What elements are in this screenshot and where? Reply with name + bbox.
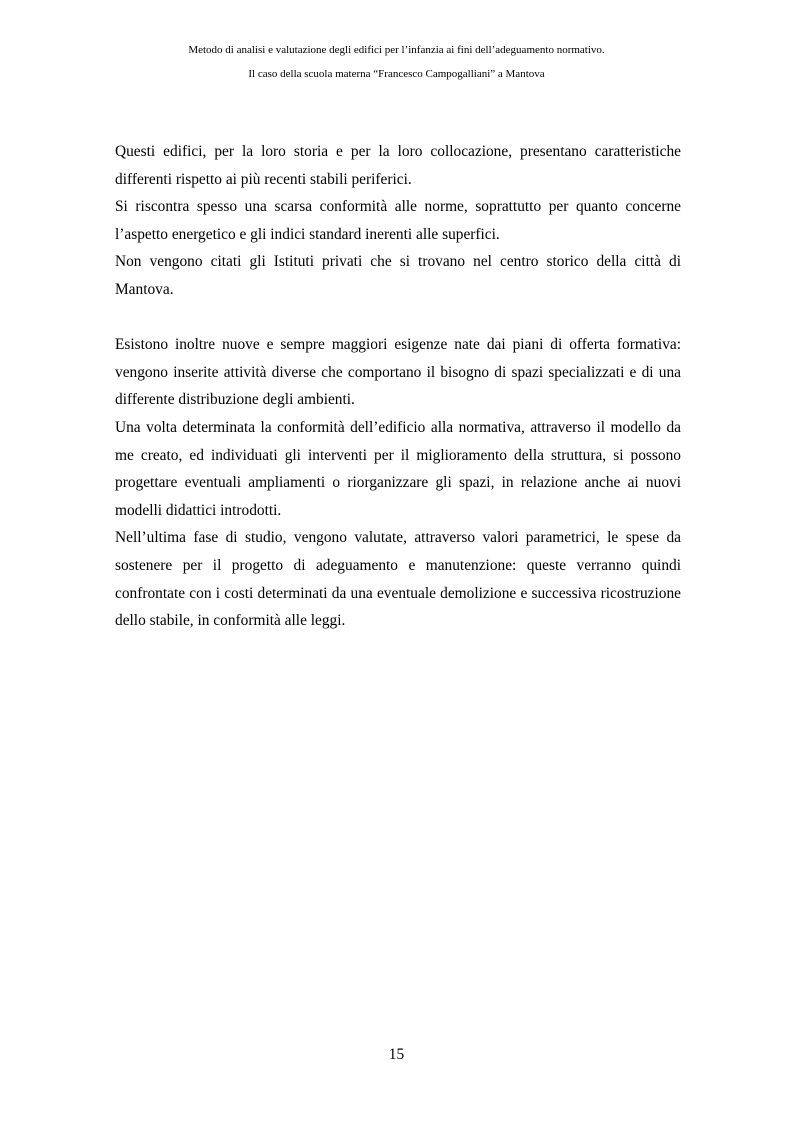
paragraph: Una volta determinata la conformità dell’edificio alla normativa, attraverso il modello da me creato, ed individuati gli interventi per il miglioramento della struttura, si possono progettare eventuali ampliamenti o riorganizzare gli spazi, in relazione anche ai nuovi modelli didattici introdotti. <box>115 418 681 519</box>
body-text <box>115 138 681 635</box>
page-number: 15 <box>388 1046 405 1063</box>
header-line-title: Metodo di analisi e valutazione degli edifici per l’infanzia ai fini dell’adeguamento normativo. <box>188 44 605 56</box>
header-line-subtitle: Il caso della scuola materna “Francesco Campogalliani” a Mantova <box>248 68 545 80</box>
paragraph: Si riscontra spesso una scarsa conformità alle norme, soprattutto per quanto concerne l’aspetto energetico e gli indici standard inerenti alle superfici. <box>115 198 681 243</box>
paragraph: Nell’ultima fase di studio, vengono valutate, attraverso valori parametrici, le spese da sostenere per il progetto di adeguamento e manutenzione: queste verranno quindi confrontate con i costi determinati da una eventuale demolizione e successiva ricostruzione dello stabile, in conformità alle leggi. <box>115 529 681 630</box>
paragraph: Non vengono citati gli Istituti privati che si trovano nel centro storico della città di Mantova. <box>115 253 681 298</box>
paragraph-spacer <box>115 304 681 332</box>
running-header <box>0 38 793 86</box>
paragraph: Esistono inoltre nuove e sempre maggiori esigenze nate dai piani di offerta formativa: vengono inserite attività diverse che comportano il bisogno di spazi specializzati e di una differente distribuzione degli ambienti. <box>115 336 681 409</box>
paragraph: Questi edifici, per la loro storia e per la loro collocazione, presentano caratteristiche differenti rispetto ai più recenti stabili periferici. <box>115 143 681 188</box>
